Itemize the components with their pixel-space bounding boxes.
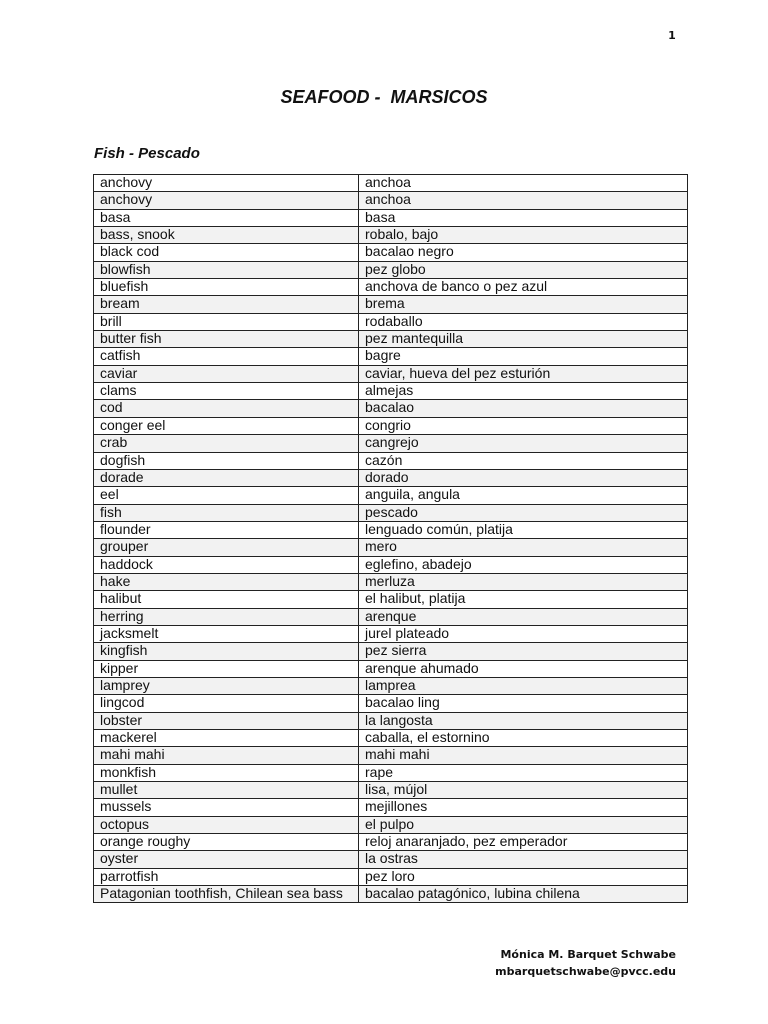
spanish-term: anchova de banco o pez azul	[359, 279, 688, 296]
english-term: fish	[94, 504, 359, 521]
spanish-term: rape	[359, 764, 688, 781]
table-row	[94, 677, 688, 694]
spanish-term: lenguado común, platija	[359, 521, 688, 538]
spanish-term: merluza	[359, 573, 688, 590]
english-term: mahi mahi	[94, 747, 359, 764]
spanish-term: caviar, hueva del pez esturión	[359, 365, 688, 382]
english-term: basa	[94, 209, 359, 226]
document-title: SEAFOOD - MARSICOS	[280, 87, 488, 107]
spanish-term: el pulpo	[359, 816, 688, 833]
english-term: oyster	[94, 851, 359, 868]
table-row	[94, 834, 688, 851]
english-term: eel	[94, 487, 359, 504]
table-row	[94, 261, 688, 278]
table-row	[94, 348, 688, 365]
english-term: lobster	[94, 712, 359, 729]
english-term: grouper	[94, 539, 359, 556]
table-row	[94, 504, 688, 521]
table-row	[94, 782, 688, 799]
english-term: clams	[94, 383, 359, 400]
spanish-term: bacalao negro	[359, 244, 688, 261]
english-term: bream	[94, 296, 359, 313]
page-number: 1	[668, 29, 676, 42]
table-row	[94, 868, 688, 885]
spanish-term: arenque ahumado	[359, 660, 688, 677]
table-row	[94, 886, 688, 903]
spanish-term: reloj anaranjado, pez emperador	[359, 834, 688, 851]
english-term: dorade	[94, 469, 359, 486]
spanish-term: pez mantequilla	[359, 331, 688, 348]
english-term: haddock	[94, 556, 359, 573]
table-row	[94, 591, 688, 608]
table-row	[94, 313, 688, 330]
table-row	[94, 417, 688, 434]
table-row	[94, 227, 688, 244]
english-term: caviar	[94, 365, 359, 382]
table-row	[94, 209, 688, 226]
table-row	[94, 521, 688, 538]
spanish-term: cangrejo	[359, 435, 688, 452]
table-row	[94, 244, 688, 261]
footer-email: mbarquetschwabe@pvcc.edu	[495, 965, 676, 978]
spanish-term: caballa, el estornino	[359, 730, 688, 747]
spanish-term: anguila, angula	[359, 487, 688, 504]
table-row	[94, 279, 688, 296]
spanish-term: cazón	[359, 452, 688, 469]
table-row	[94, 175, 688, 192]
spanish-term: jurel plateado	[359, 625, 688, 642]
table-row	[94, 573, 688, 590]
spanish-term: pescado	[359, 504, 688, 521]
english-term: monkfish	[94, 764, 359, 781]
spanish-term: el halibut, platija	[359, 591, 688, 608]
spanish-term: rodaballo	[359, 313, 688, 330]
spanish-term: mejillones	[359, 799, 688, 816]
spanish-term: basa	[359, 209, 688, 226]
spanish-term: la ostras	[359, 851, 688, 868]
glossary-body	[94, 175, 688, 903]
english-term: crab	[94, 435, 359, 452]
spanish-term: pez loro	[359, 868, 688, 885]
table-row	[94, 608, 688, 625]
spanish-term: anchoa	[359, 192, 688, 209]
table-row	[94, 435, 688, 452]
spanish-term: bacalao ling	[359, 695, 688, 712]
table-row	[94, 695, 688, 712]
footer	[495, 946, 676, 980]
english-term: conger eel	[94, 417, 359, 434]
table-row	[94, 712, 688, 729]
english-term: bass, snook	[94, 227, 359, 244]
table-row	[94, 539, 688, 556]
english-term: catfish	[94, 348, 359, 365]
table-row	[94, 296, 688, 313]
table-row	[94, 487, 688, 504]
spanish-term: pez sierra	[359, 643, 688, 660]
table-row	[94, 192, 688, 209]
english-term: butter fish	[94, 331, 359, 348]
english-term: mackerel	[94, 730, 359, 747]
english-term: hake	[94, 573, 359, 590]
english-term: flounder	[94, 521, 359, 538]
english-term: halibut	[94, 591, 359, 608]
english-term: orange roughy	[94, 834, 359, 851]
spanish-term: brema	[359, 296, 688, 313]
english-term: anchovy	[94, 192, 359, 209]
english-term: kingfish	[94, 643, 359, 660]
table-row	[94, 469, 688, 486]
spanish-term: eglefino, abadejo	[359, 556, 688, 573]
footer-author: Mónica M. Barquet Schwabe	[500, 948, 676, 961]
english-term: brill	[94, 313, 359, 330]
english-term: mullet	[94, 782, 359, 799]
section-title: Fish - Pescado	[94, 145, 200, 162]
english-term: anchovy	[94, 175, 359, 192]
english-term: Patagonian toothfish, Chilean sea bass	[94, 886, 359, 903]
table-row	[94, 400, 688, 417]
table-row	[94, 365, 688, 382]
english-term: dogfish	[94, 452, 359, 469]
english-term: mussels	[94, 799, 359, 816]
table-row	[94, 660, 688, 677]
fish-glossary-table	[93, 174, 688, 903]
spanish-term: bacalao	[359, 400, 688, 417]
spanish-term: almejas	[359, 383, 688, 400]
spanish-term: mahi mahi	[359, 747, 688, 764]
table-row	[94, 816, 688, 833]
english-term: cod	[94, 400, 359, 417]
english-term: herring	[94, 608, 359, 625]
table-row	[94, 383, 688, 400]
english-term: kipper	[94, 660, 359, 677]
spanish-term: lamprea	[359, 677, 688, 694]
spanish-term: arenque	[359, 608, 688, 625]
spanish-term: congrio	[359, 417, 688, 434]
spanish-term: lisa, mújol	[359, 782, 688, 799]
english-term: blowfish	[94, 261, 359, 278]
spanish-term: dorado	[359, 469, 688, 486]
english-term: bluefish	[94, 279, 359, 296]
table-row	[94, 452, 688, 469]
english-term: lingcod	[94, 695, 359, 712]
spanish-term: bagre	[359, 348, 688, 365]
table-row	[94, 643, 688, 660]
english-term: black cod	[94, 244, 359, 261]
table-row	[94, 764, 688, 781]
spanish-term: mero	[359, 539, 688, 556]
table-row	[94, 851, 688, 868]
spanish-term: anchoa	[359, 175, 688, 192]
spanish-term: robalo, bajo	[359, 227, 688, 244]
table-row	[94, 747, 688, 764]
table-row	[94, 730, 688, 747]
table-row	[94, 556, 688, 573]
spanish-term: pez globo	[359, 261, 688, 278]
spanish-term: la langosta	[359, 712, 688, 729]
table-row	[94, 799, 688, 816]
english-term: jacksmelt	[94, 625, 359, 642]
english-term: parrotfish	[94, 868, 359, 885]
spanish-term: bacalao patagónico, lubina chilena	[359, 886, 688, 903]
table-row	[94, 331, 688, 348]
table-row	[94, 625, 688, 642]
english-term: octopus	[94, 816, 359, 833]
english-term: lamprey	[94, 677, 359, 694]
